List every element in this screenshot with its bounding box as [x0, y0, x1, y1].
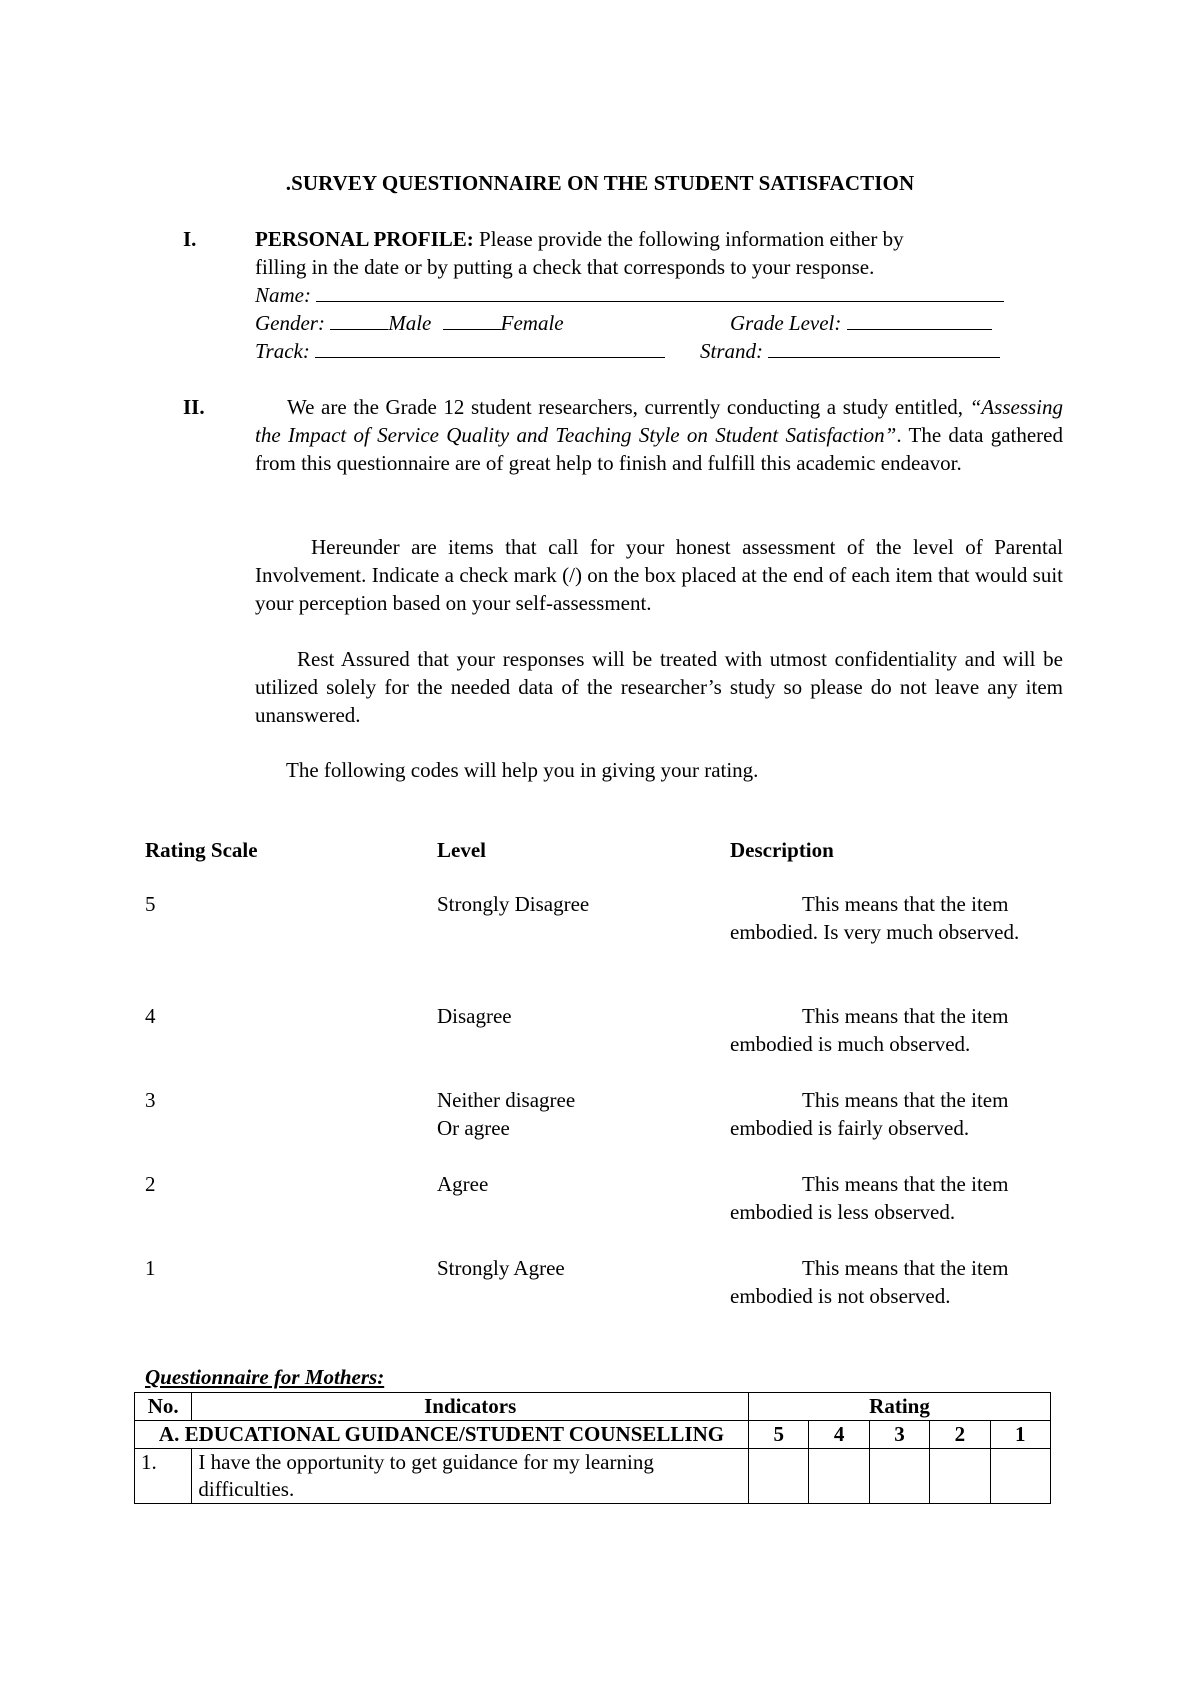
grade-level-line[interactable] [847, 311, 992, 330]
section-a-row [135, 1421, 1051, 1449]
questionnaire-heading: Questionnaire for Mothers: [145, 1365, 385, 1389]
rating-2-box[interactable] [930, 1449, 990, 1504]
grade-level-label: Grade Level: [730, 311, 842, 335]
scale-level: Strongly Disagree [437, 892, 590, 916]
section-2-numeral: II. [183, 395, 205, 419]
gender-label: Gender: [255, 311, 325, 335]
rating-4-header: 4 [809, 1421, 869, 1449]
rating-3-header: 3 [869, 1421, 929, 1449]
description-header: Description [730, 838, 834, 862]
intro-line-2: filling in the date or by putting a check that corresponds to your response. [255, 255, 875, 279]
section-2-paragraph-4: The following codes will help you in giving your rating. [286, 758, 759, 782]
section-2-paragraph-2: Hereunder are items that call for your honest assessment of the level of Parental Involvement. Indicate a check mark (/) on the box placed at the end of each item that would suit your perception based on your self-assessment. [255, 535, 1063, 615]
column-indicators: Indicators [192, 1393, 749, 1421]
strand-line[interactable] [768, 339, 1000, 358]
scale-rating: 3 [145, 1088, 156, 1112]
female-checkbox-line[interactable] [443, 311, 501, 330]
scale-description: This means that the item embodied is much observed. [730, 1004, 1009, 1056]
table-header-row [135, 1393, 1051, 1421]
rating-5-header: 5 [749, 1421, 809, 1449]
male-label: Male [388, 311, 432, 335]
table-row [135, 1449, 1051, 1504]
track-field[interactable] [255, 337, 665, 365]
scale-level: Agree [437, 1172, 489, 1196]
document-title: .SURVEY QUESTIONNAIRE ON THE STUDENT SATISFACTION [285, 171, 915, 195]
column-no: No. [135, 1393, 192, 1421]
rating-4-box[interactable] [809, 1449, 869, 1504]
personal-profile-heading: PERSONAL PROFILE: [255, 227, 474, 251]
scale-rating: 4 [145, 1004, 156, 1028]
level-header: Level [437, 838, 486, 862]
grade-level-field[interactable] [730, 309, 992, 337]
scale-level: Strongly Agree [437, 1256, 565, 1280]
name-line[interactable] [316, 283, 1004, 302]
scale-rating: 1 [145, 1256, 156, 1280]
name-field[interactable] [255, 281, 1004, 309]
rating-scale-header: Rating Scale [145, 838, 258, 862]
study-intro-end: . The data gathered from this questionnaire are of great help to finish and fulfill this academic endeavor. [255, 423, 1063, 475]
rating-2-header: 2 [930, 1421, 990, 1449]
item-text: I have the opportunity to get guidance for my learning difficulties. [192, 1449, 749, 1504]
track-line[interactable] [315, 339, 665, 358]
name-label: Name: [255, 283, 311, 307]
scale-level: Neither disagree [437, 1088, 576, 1112]
section-2-paragraph-3: Rest Assured that your responses will be treated with utmost confidentiality and will be utilized solely for the needed data of the researcher’s study so please do not leave any item unanswered. [255, 647, 1063, 727]
scale-rating: 5 [145, 892, 156, 916]
intro-line-1: Please provide the following information either by [479, 227, 904, 251]
study-intro: We are the Grade 12 student researchers, currently conducting a study entitled, [287, 395, 964, 419]
scale-description: This means that the item embodied. Is very much observed. [730, 892, 1020, 944]
rating-5-box[interactable] [749, 1449, 809, 1504]
section-2-paragraph-1 [255, 393, 1063, 477]
scale-description: This means that the item embodied is not observed. [730, 1256, 1009, 1308]
questionnaire-table [134, 1392, 1051, 1504]
scale-description: This means that the item embodied is less observed. [730, 1172, 1009, 1224]
track-label: Track: [255, 339, 310, 363]
section-1-intro [255, 225, 1063, 281]
item-number: 1. [135, 1449, 192, 1504]
section-1-numeral: I. [183, 227, 197, 251]
scale-description: This means that the item embodied is fairly observed. [730, 1088, 1009, 1140]
rating-1-box[interactable] [990, 1449, 1050, 1504]
scale-level: Disagree [437, 1004, 512, 1028]
scale-level-continued: Or agree [437, 1116, 510, 1140]
strand-field[interactable] [700, 337, 1000, 365]
male-checkbox-line[interactable] [330, 311, 388, 330]
column-rating: Rating [749, 1393, 1051, 1421]
rating-1-header: 1 [990, 1421, 1050, 1449]
study-title: “Assessing the Impact of Service Quality and Teaching Style on Student Satisfaction” [255, 395, 1063, 447]
strand-label: Strand: [700, 339, 763, 363]
gender-field[interactable] [255, 309, 564, 337]
female-label: Female [500, 311, 564, 335]
rating-3-box[interactable] [869, 1449, 929, 1504]
section-a-title: A. EDUCATIONAL GUIDANCE/STUDENT COUNSELLING [135, 1421, 749, 1449]
scale-rating: 2 [145, 1172, 156, 1196]
